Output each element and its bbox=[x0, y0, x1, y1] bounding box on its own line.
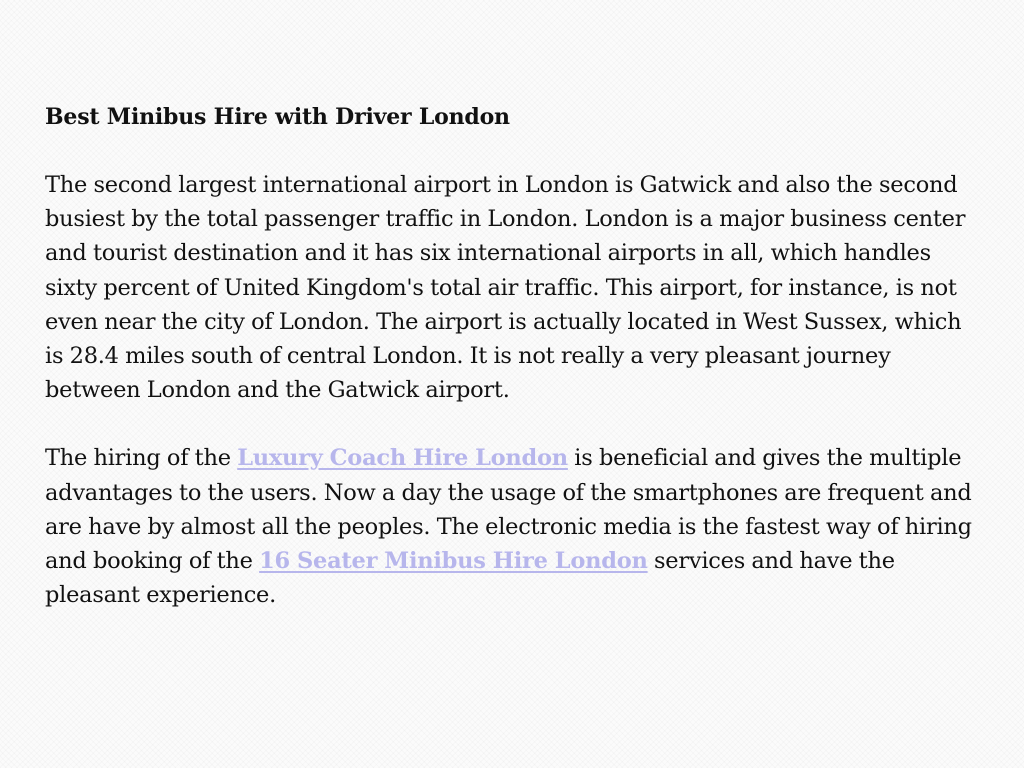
document-title: Best Minibus Hire with Driver London bbox=[45, 104, 510, 130]
paragraph-hiring bbox=[45, 441, 980, 612]
paragraph-text: The hiring of the bbox=[45, 445, 238, 472]
luxury-coach-hire-link[interactable]: Luxury Coach Hire London bbox=[237, 445, 568, 472]
paragraph-gatwick: The second largest international airport in London is Gatwick and also the second busiest by the total passenger traffic in London. London is a major business center and tourist destination and it has six international airports in all, which handles sixty percent of United Kingdom's total air traffic. This airport, for instance, is not even near the city of London. The airport is actually located in West Sussex, which is 28.4 miles south of central London. It is not really a very pleasant journey between London and the Gatwick airport. bbox=[45, 172, 966, 404]
paragraph-text: is beneficial and gives the multiple advantages to the users. Now a day the usage of the smartphones are frequent and are have by almost all the peoples. The electronic media is the fastest way of hiring and booking of the bbox=[45, 445, 972, 575]
document-body bbox=[45, 100, 980, 646]
minibus-hire-link[interactable]: 16 Seater Minibus Hire London bbox=[259, 548, 648, 575]
paragraph-text: services and have the pleasant experience. bbox=[45, 548, 895, 609]
